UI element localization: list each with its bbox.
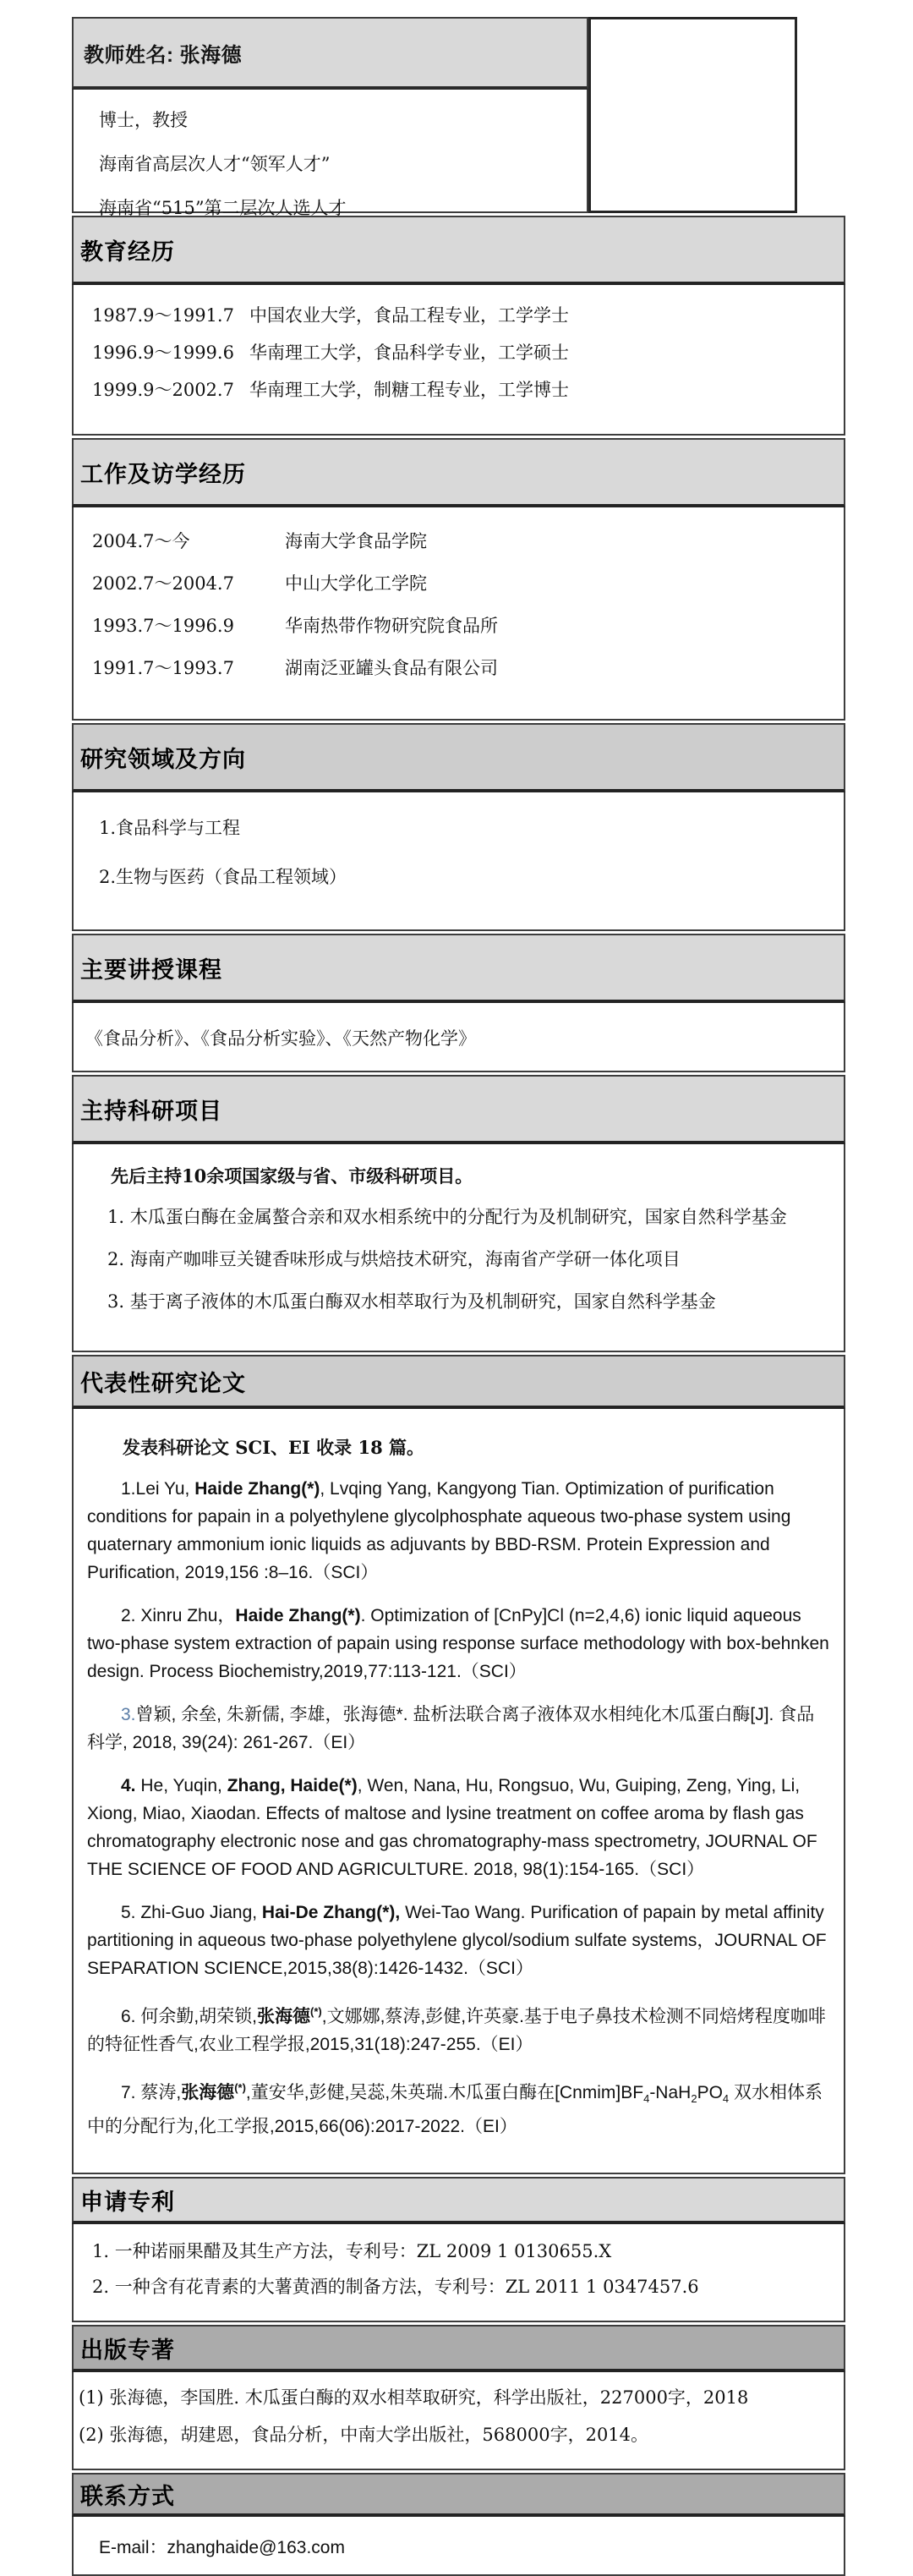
patents-content	[72, 2224, 845, 2322]
section-header-education	[72, 216, 845, 285]
project-item: 3. 基于离子液体的木瓜蛋白酶双水相萃取行为及机制研究，国家自然科学基金	[107, 1291, 716, 1312]
projects-content	[72, 1144, 845, 1352]
education-content	[72, 285, 845, 436]
photo-placeholder	[588, 17, 797, 213]
section-work-experience	[72, 438, 845, 721]
section-header-projects	[72, 1075, 845, 1144]
course-line: 《食品分析》、《食品分析实验》、《天然产物化学》	[85, 1028, 476, 1049]
paper-item: 5. Zhi-Guo Jiang, Hai-De Zhang(*), Wei-Tao Wang. Purification of papain by metal affinity partitioning in aqueous two-phase polyethylene glycol/sodium sulfate systems，JOURNAL OF SEPARATION SCIENCE,2015,38(8):1426-1432.（SCI）	[87, 1903, 827, 1978]
papers-content	[72, 1409, 845, 2174]
paper-item: 4. He, Yuqin, Zhang, Haide(*), Wen, Nana, Hu, Rongsuo, Wu, Guiping, Zeng, Ying, Li, Xiong, Miao, Xiaodan. Effects of maltose and lysine treatment on coffee aroma by flash gas chromatography electronic nose and gas chromatography-mass spectrometry, JOURNAL OF THE SCIENCE OF FOOD AND AGRICULTURE. 2018, 98(1):154-165.（SCI）	[87, 1776, 817, 1879]
paper-item: 1.Lei Yu, Haide Zhang(*), Lvqing Yang, Kangyong Tian. Optimization of purification conditions for papain in a polyethylene glycolphosphate aqueous two-phase system using quaternary ammonium ionic liquids as adjuvants by BBD-RSM. Protein Expression and Purification, 2019,156 :8–16.（SCI）	[87, 1479, 791, 1582]
research-areas-content	[72, 792, 845, 931]
profile-left-column	[72, 17, 588, 218]
period: 1996.9～1999.6	[92, 343, 234, 363]
period: 1987.9～1991.7	[92, 305, 234, 326]
section-header-books	[72, 2325, 845, 2372]
description: 中国农业大学，食品工程专业，工学学士	[249, 305, 569, 326]
work-row	[92, 612, 835, 638]
work-row	[92, 570, 835, 595]
section-header-contact	[72, 2473, 845, 2517]
profile-top-row	[72, 17, 845, 218]
period: 2004.7～今	[92, 531, 190, 551]
courses-content	[72, 1003, 845, 1072]
section-header-research-areas	[72, 723, 845, 792]
projects-list	[85, 1203, 834, 1313]
books-content	[72, 2372, 845, 2470]
section-books	[72, 2325, 845, 2470]
teacher-bio	[72, 90, 588, 218]
section-education	[72, 216, 845, 436]
period: 2002.7～2004.7	[92, 573, 234, 594]
bio-line: 海南省“515”第二层次人选人才	[99, 198, 347, 218]
teacher-name-header	[72, 17, 588, 90]
edu-row	[92, 339, 835, 364]
project-item: 1. 木瓜蛋白酶在金属螯合亲和双水相系统中的分配行为及机制研究，国家自然科学基金	[107, 1207, 787, 1227]
description: 华南热带作物研究院食品所	[285, 616, 498, 636]
papers-intro: 发表科研论文 SCI、EI 收录 18 篇。	[123, 1437, 424, 1458]
section-contact	[72, 2473, 845, 2576]
project-item: 2. 海南产咖啡豆关键香味形成与烘焙技术研究，海南省产学研一体化项目	[107, 1249, 681, 1269]
papers-list	[87, 1475, 830, 2140]
section-title: 联系方式	[80, 2483, 175, 2509]
section-title: 主持科研项目	[80, 1098, 222, 1124]
email-line: E-mail：zhanghaide@163.com	[99, 2538, 345, 2558]
book-line: (1) 张海德，李国胜. 木瓜蛋白酶的双水相萃取研究，科学出版社，227000字，2018	[79, 2387, 749, 2409]
section-title: 出版专著	[80, 2337, 175, 2363]
book-line: (2) 张海德，胡建恩，食品分析，中南大学出版社，568000字，2014。	[79, 2425, 649, 2446]
description: 海南大学食品学院	[285, 531, 427, 551]
section-title: 教育经历	[80, 238, 175, 265]
paper-item: 2. Xinru Zhu，Haide Zhang(*). Optimization of [CnPy]Cl (n=2,4,6) ionic liquid aqueous two-phase system extraction of papain using response surface methodology with box-behnken design. Process Biochemistry,2019,77:113-121.（SCI）	[87, 1606, 829, 1681]
bio-line: 海南省高层次人才“领军人才”	[99, 154, 331, 174]
period: 1999.9～2002.7	[92, 380, 234, 400]
section-title: 申请专利	[80, 2189, 175, 2215]
teacher-name-label: 教师姓名: 张海德	[84, 43, 243, 67]
section-research-projects	[72, 1075, 845, 1352]
description: 华南理工大学，食品科学专业，工学硕士	[249, 343, 569, 363]
section-patents	[72, 2177, 845, 2322]
patent-line: 1. 一种诺丽果醋及其生产方法，专利号：ZL 2009 1 0130655.X	[92, 2241, 612, 2262]
section-courses	[72, 934, 845, 1072]
edu-row	[92, 302, 835, 327]
section-title: 工作及访学经历	[80, 461, 246, 487]
area-line: 2.生物与医药（食品工程领域）	[99, 867, 347, 887]
section-research-areas	[72, 723, 845, 931]
work-content	[72, 507, 845, 721]
section-header-courses	[72, 934, 845, 1003]
contact-content	[72, 2517, 845, 2576]
paper-item: 3.曾颖, 余垒, 朱新儒, 李雄，张海德*. 盐析法联合离子液体双水相纯化木瓜蛋白酶[J]. 食品科学, 2018, 39(24): 261-267.（EI）	[87, 1705, 815, 1752]
area-line: 1.食品科学与工程	[99, 818, 241, 838]
section-header-work	[72, 438, 845, 507]
description: 湖南泛亚罐头食品有限公司	[285, 658, 498, 678]
section-papers	[72, 1355, 845, 2174]
paper-item: 6. 何余勤,胡荣锁,张海德(*),文娜娜,蔡涛,彭健,许英豪.基于电子鼻技术检测不同焙烤程度咖啡的特征性香气,农业工程学报,2015,31(18):247-255.（EI）	[87, 2005, 826, 2054]
work-row	[92, 655, 835, 680]
section-header-papers	[72, 1355, 845, 1409]
paper-item: 7. 蔡涛,张海德(*),董安华,彭健,吴蕊,朱英瑞.木瓜蛋白酶在$[Cnmim]BF_4-NaH_2PO_4$ 双水相体系中的分配行为,化工学报,2015,66(06):2017-2022.（EI）	[87, 2081, 823, 2137]
edu-row	[92, 376, 835, 402]
patent-line: 2. 一种含有花青素的大薯黄酒的制备方法，专利号：ZL 2011 1 0347457.6	[92, 2277, 699, 2298]
projects-intro: 先后主持10余项国家级与省、市级科研项目。	[111, 1165, 473, 1187]
description: 华南理工大学，制糖工程专业，工学博士	[249, 380, 569, 400]
description: 中山大学化工学院	[285, 573, 427, 594]
period: 1991.7～1993.7	[92, 658, 234, 678]
section-title: 研究领域及方向	[80, 746, 246, 772]
section-title: 代表性研究论文	[80, 1370, 246, 1396]
section-title: 主要讲授课程	[80, 956, 222, 983]
bio-line: 博士，教授	[99, 110, 188, 130]
period: 1993.7～1996.9	[92, 616, 234, 636]
work-row	[92, 528, 835, 553]
profile-table	[72, 17, 845, 2576]
section-header-patents	[72, 2177, 845, 2224]
